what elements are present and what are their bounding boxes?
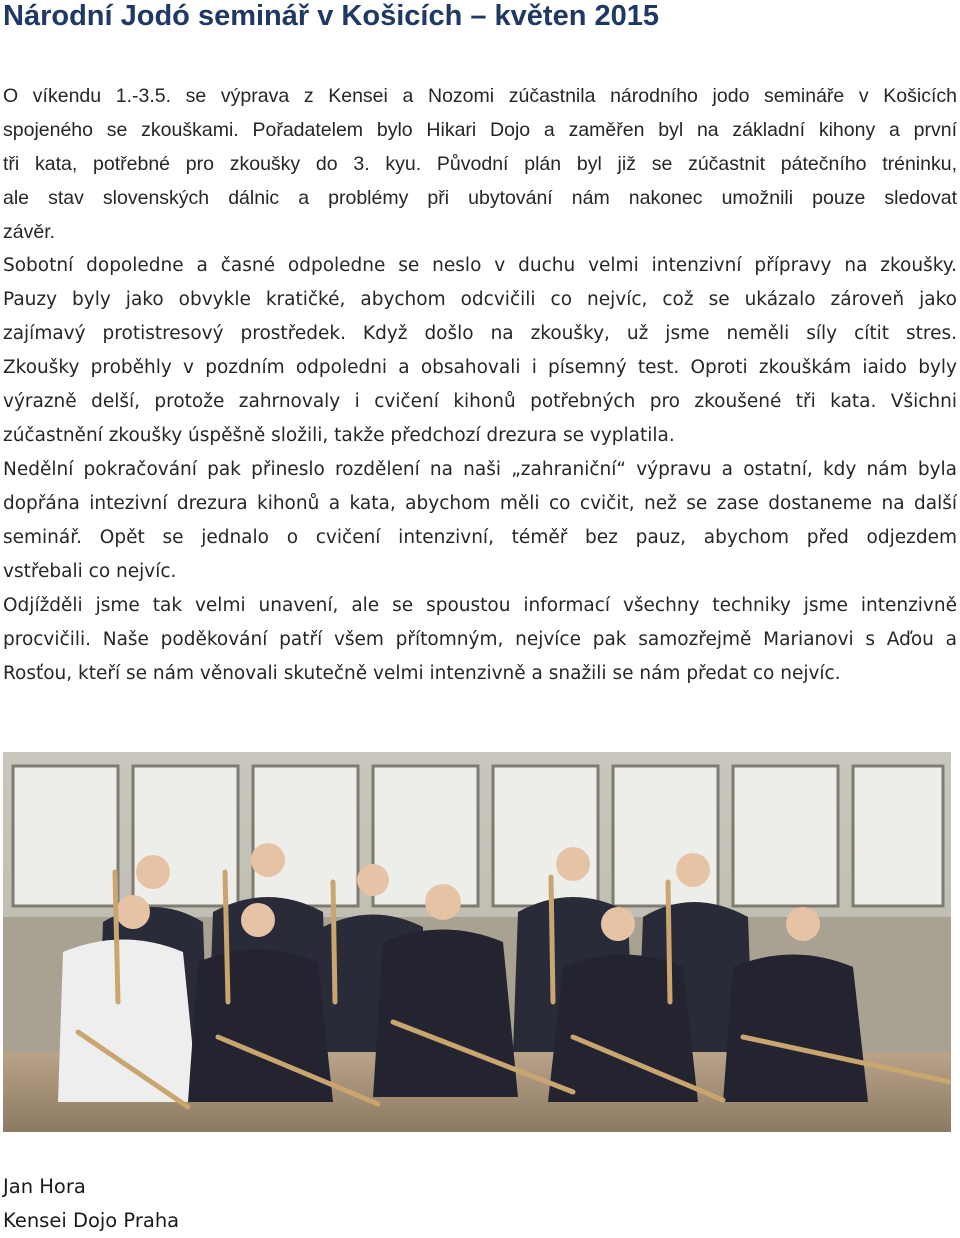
page-title: Národní Jodó seminář v Košicích – květen 2015 — [3, 0, 659, 32]
text-line: Rosťou, kteří se nám věnovali skutečně velmi intenzivně a snažili se nám předat co nejvíc. — [3, 663, 841, 684]
text-line: ale stav slovenských dálnic a problémy při ubytování nám nakonec umožnili pouze sledovat — [3, 187, 957, 209]
text-line: Sobotní dopoledne a časné odpoledne se neslo v duchu velmi intenzivní přípravy na zkoušky. — [3, 255, 957, 276]
author-name: Jan Hora — [3, 1175, 86, 1198]
text-line: zajímavý protistresový prostředek. Když došlo na zkoušky, už jsme neměli síly cítit stres. — [3, 323, 957, 344]
text-line: Odjížděli jsme tak velmi unavení, ale se spoustou informací všechny techniky jsme intenzivně — [3, 595, 957, 616]
text-line: spojeného se zkouškami. Pořadatelem bylo Hikari Dojo a zaměřen byl na základní kihony a první — [3, 119, 957, 141]
text-line: procvičili. Naše poděkování patří všem přítomným, nejvíce pak samozřejmě Marianovi s Aďou a — [3, 629, 957, 650]
author-organization: Kensei Dojo Praha — [3, 1209, 180, 1232]
text-line: tři kata, potřebné pro zkoušky do 3. kyu. Původní plán byl již se zúčastnit pátečního tréninku, — [3, 153, 957, 175]
text-line: seminář. Opět se jednalo o cvičení intenzivní, téměř bez pauz, abychom před odjezdem — [3, 527, 957, 548]
text-line: dopřána intezivní drezura kihonů a kata, abychom měli co cvičit, než se zase dostaneme na další — [3, 493, 957, 514]
group-photo-illustration — [3, 752, 951, 1132]
text-line: Pauzy byly jako obvykle kratičké, abychom odcvičili co nejvíc, což se ukázalo zároveň jako — [3, 289, 957, 310]
text-line: Nedělní pokračování pak přineslo rozdělení na naši „zahraniční“ výpravu a ostatní, kdy nám byla — [3, 459, 957, 480]
text-line: zúčastnění zkoušky úspěšně složili, takže předchozí drezura se vyplatila. — [3, 425, 675, 446]
text-line: závěr. — [3, 221, 56, 243]
text-line: výrazně delší, protože zahrnovaly i cvičení kihonů potřebných pro zkoušené tři kata. Všichni — [3, 391, 957, 412]
text-line: vstřebali co nejvíc. — [3, 561, 177, 582]
group-photo — [3, 752, 951, 1132]
text-line: Zkoušky proběhly v pozdním odpoledni a obsahovali i písemný test. Oproti zkouškám iaido byly — [3, 357, 957, 378]
text-line: O víkendu 1.-3.5. se výprava z Kensei a Nozomi zúčastnila národního jodo semináře v Košicích — [3, 85, 957, 107]
